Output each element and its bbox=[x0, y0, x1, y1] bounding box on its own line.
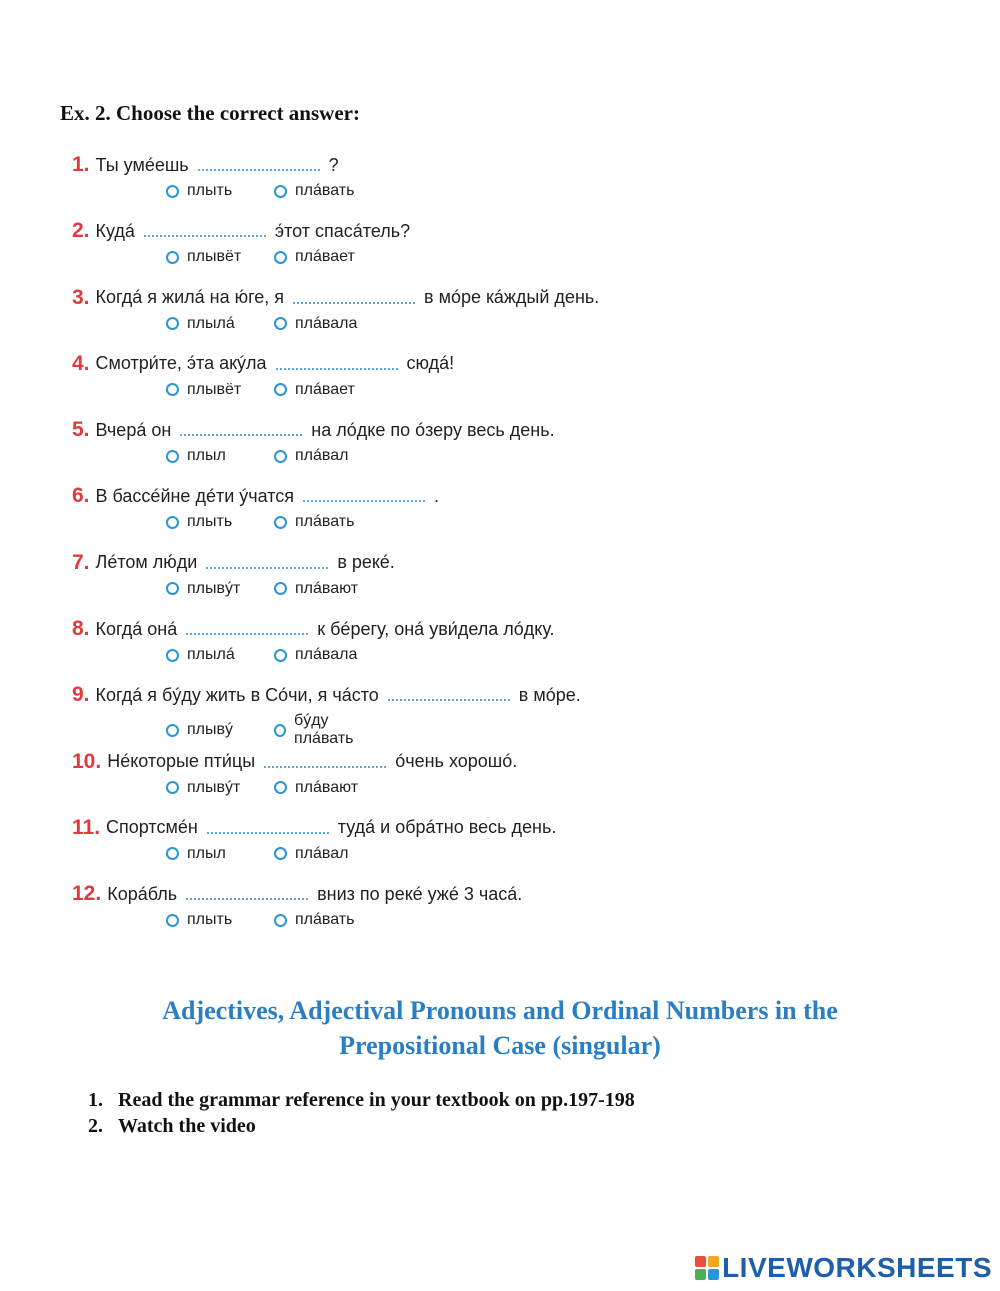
radio-button-icon[interactable] bbox=[166, 317, 179, 330]
option-label: плáвать bbox=[295, 911, 355, 929]
answer-option[interactable] bbox=[274, 646, 382, 664]
option-label: плáвает bbox=[295, 380, 355, 398]
option-label: плылá bbox=[187, 646, 235, 664]
question-12 bbox=[72, 879, 772, 945]
answer-option[interactable] bbox=[274, 513, 382, 531]
answer-option[interactable] bbox=[166, 911, 274, 929]
radio-button-icon[interactable] bbox=[274, 516, 287, 529]
option-label: плáвал bbox=[295, 844, 349, 862]
question-3 bbox=[72, 283, 772, 349]
option-label: плыть bbox=[187, 182, 233, 199]
question-line bbox=[72, 150, 339, 180]
question-4 bbox=[72, 349, 772, 415]
answer-options bbox=[166, 315, 382, 333]
answer-blank[interactable] bbox=[207, 828, 329, 834]
answer-options bbox=[166, 513, 382, 531]
question-line bbox=[72, 747, 517, 777]
question-text-after: óчень хорошó. bbox=[395, 751, 518, 772]
option-label: плáвают bbox=[295, 778, 359, 796]
question-6 bbox=[72, 481, 772, 547]
question-text-after: к бéрегу, онá уви́дела лóдку. bbox=[317, 618, 555, 639]
radio-button-icon[interactable] bbox=[274, 450, 287, 463]
question-number: 11. bbox=[72, 815, 101, 839]
answer-option[interactable] bbox=[166, 182, 274, 200]
answer-option[interactable] bbox=[274, 447, 382, 465]
radio-button-icon[interactable] bbox=[274, 649, 287, 662]
instruction-item bbox=[88, 1113, 635, 1139]
radio-button-icon[interactable] bbox=[274, 914, 287, 927]
option-label: плывёт bbox=[187, 380, 242, 398]
question-line bbox=[72, 548, 395, 578]
radio-button-icon[interactable] bbox=[166, 582, 179, 595]
question-text-before: Ты умéешь bbox=[95, 154, 189, 175]
question-text-before: Корáбль bbox=[107, 883, 178, 904]
answer-option[interactable] bbox=[166, 513, 274, 531]
instruction-number: 1. bbox=[88, 1089, 103, 1111]
answer-option[interactable] bbox=[166, 712, 274, 748]
question-line bbox=[72, 216, 410, 246]
radio-button-icon[interactable] bbox=[274, 185, 287, 198]
option-label: плáвал bbox=[295, 447, 349, 465]
question-number: 3. bbox=[72, 285, 90, 309]
question-number: 10. bbox=[72, 749, 102, 773]
answer-options bbox=[166, 447, 382, 465]
logo-block-i bbox=[708, 1256, 719, 1267]
question-text-after: вниз по рекé ужé 3 часá. bbox=[317, 883, 523, 904]
radio-button-icon[interactable] bbox=[166, 516, 179, 529]
answer-options bbox=[166, 182, 382, 200]
question-line bbox=[72, 349, 454, 379]
radio-button-icon[interactable] bbox=[166, 450, 179, 463]
answer-blank[interactable] bbox=[144, 231, 266, 237]
logo-block-l bbox=[695, 1256, 706, 1267]
option-label: плыть bbox=[187, 911, 233, 929]
instruction-text: Read the grammar reference in your textbook on pp.197-198 bbox=[118, 1089, 635, 1111]
question-number: 5. bbox=[72, 418, 90, 442]
option-label: плыл bbox=[187, 447, 226, 465]
answer-options bbox=[166, 646, 382, 664]
answer-blank[interactable] bbox=[186, 629, 308, 635]
logo-block-v bbox=[695, 1269, 706, 1280]
question-9 bbox=[72, 680, 772, 746]
answer-options bbox=[166, 911, 382, 929]
question-text-before: В бассéйне дéти ýчатся bbox=[95, 485, 295, 506]
question-number: 6. bbox=[72, 484, 90, 508]
question-5 bbox=[72, 415, 772, 481]
option-label: плыл bbox=[187, 844, 226, 862]
question-line bbox=[72, 481, 439, 511]
answer-option[interactable] bbox=[166, 381, 274, 399]
question-text-after: на лóдке по óзеру весь день. bbox=[311, 419, 555, 440]
question-text-after: в мóре кáждый день. bbox=[424, 287, 600, 308]
radio-button-icon[interactable] bbox=[274, 317, 287, 330]
answer-options bbox=[166, 779, 382, 797]
section-title-line-2: Prepositional Case (singular) bbox=[339, 1031, 661, 1060]
radio-button-icon[interactable] bbox=[274, 847, 287, 860]
question-text-before: Спортсмéн bbox=[106, 817, 198, 838]
answer-option[interactable] bbox=[274, 845, 382, 863]
radio-button-icon[interactable] bbox=[274, 251, 287, 264]
question-number: 12. bbox=[72, 882, 102, 906]
question-text-before: Когдá онá bbox=[95, 618, 178, 639]
option-label: бýду плáвать bbox=[294, 712, 354, 748]
question-line bbox=[72, 879, 522, 909]
question-8 bbox=[72, 614, 772, 680]
logo-block-e bbox=[708, 1269, 719, 1280]
answer-option[interactable] bbox=[166, 248, 274, 266]
answer-options bbox=[166, 381, 382, 399]
answer-option[interactable] bbox=[274, 248, 382, 266]
question-text-before: Нéкоторые пти́цы bbox=[107, 751, 256, 772]
radio-button-icon[interactable] bbox=[166, 251, 179, 264]
answer-option[interactable] bbox=[166, 315, 274, 333]
question-11 bbox=[72, 813, 772, 879]
brand-name: LIVEWORKSHEETS bbox=[722, 1252, 992, 1283]
option-label: плáвать bbox=[295, 513, 355, 531]
question-text-after: тудá и обрáтно весь день. bbox=[337, 817, 557, 838]
answer-blank[interactable] bbox=[186, 894, 308, 900]
radio-button-icon[interactable] bbox=[274, 383, 287, 396]
answer-option[interactable] bbox=[274, 315, 382, 333]
question-text-after: сюдá! bbox=[406, 353, 455, 374]
question-line bbox=[72, 415, 555, 445]
question-number: 1. bbox=[72, 153, 90, 176]
question-line bbox=[72, 614, 555, 644]
answer-option[interactable] bbox=[166, 646, 274, 664]
option-label: плывýт bbox=[187, 579, 241, 597]
answer-option[interactable] bbox=[274, 712, 382, 748]
radio-button-icon[interactable] bbox=[166, 914, 179, 927]
radio-button-icon[interactable] bbox=[166, 847, 179, 860]
section-title bbox=[0, 993, 1000, 1063]
answer-blank[interactable] bbox=[206, 563, 328, 569]
answer-options bbox=[166, 712, 382, 748]
question-text-after: в рекé. bbox=[337, 552, 395, 573]
answer-blank[interactable] bbox=[388, 695, 510, 701]
radio-button-icon[interactable] bbox=[166, 185, 179, 198]
answer-options bbox=[166, 248, 382, 266]
question-number: 4. bbox=[72, 351, 90, 375]
question-text-after: в мóре. bbox=[518, 684, 581, 705]
option-label: плывý bbox=[187, 721, 233, 739]
answer-blank[interactable] bbox=[303, 496, 425, 502]
answer-option[interactable] bbox=[274, 182, 382, 200]
option-label: плáвать bbox=[295, 182, 355, 199]
question-line bbox=[72, 680, 581, 710]
option-label: плáвала bbox=[295, 646, 358, 664]
answer-option[interactable] bbox=[166, 580, 274, 598]
instruction-item bbox=[88, 1087, 635, 1113]
answer-option[interactable] bbox=[274, 580, 382, 598]
question-list bbox=[72, 150, 772, 946]
answer-option[interactable] bbox=[274, 911, 382, 929]
answer-option[interactable] bbox=[166, 447, 274, 465]
question-text-after: . bbox=[434, 485, 440, 506]
radio-button-icon[interactable] bbox=[166, 383, 179, 396]
instruction-number: 2. bbox=[88, 1115, 103, 1137]
radio-button-icon[interactable] bbox=[166, 781, 179, 794]
option-label: плывёт bbox=[187, 248, 242, 266]
question-text-before: Когдá я жилá на ю́ге, я bbox=[95, 287, 285, 308]
radio-button-icon[interactable] bbox=[274, 781, 287, 794]
question-10 bbox=[72, 747, 772, 813]
option-label: плыть bbox=[187, 513, 233, 531]
section-title-line-1: Adjectives, Adjectival Pronouns and Ordinal Numbers in the bbox=[162, 996, 838, 1025]
radio-button-icon[interactable] bbox=[166, 724, 179, 737]
question-text-before: Кудá bbox=[95, 220, 135, 241]
instruction-list bbox=[88, 1087, 635, 1139]
answer-option[interactable] bbox=[274, 779, 382, 797]
answer-option[interactable] bbox=[166, 779, 274, 797]
question-1 bbox=[72, 150, 772, 216]
question-7 bbox=[72, 548, 772, 614]
question-number: 8. bbox=[72, 617, 90, 641]
question-line bbox=[72, 283, 599, 313]
option-label: плáвала bbox=[295, 314, 358, 332]
radio-button-icon[interactable] bbox=[274, 582, 287, 595]
question-text-before: Вчерá он bbox=[95, 419, 172, 440]
option-label: плылá bbox=[187, 314, 235, 332]
answer-blank[interactable] bbox=[276, 364, 398, 370]
exercise-title: Ex. 2. Choose the correct answer: bbox=[60, 101, 360, 125]
option-label: плáвает bbox=[295, 248, 355, 266]
liveworksheets-logo bbox=[695, 1252, 992, 1284]
radio-button-icon[interactable] bbox=[274, 724, 286, 737]
question-text-after: ? bbox=[328, 154, 339, 175]
question-text-after: э́тот спасáтель? bbox=[274, 220, 411, 241]
question-number: 2. bbox=[72, 219, 90, 243]
question-line bbox=[72, 813, 556, 843]
answer-options bbox=[166, 845, 382, 863]
answer-blank[interactable] bbox=[264, 762, 386, 768]
question-number: 7. bbox=[72, 550, 90, 574]
option-label: плáвают bbox=[295, 579, 359, 597]
question-text-before: Когдá я бýду жить в Сóчи, я чáсто bbox=[95, 684, 379, 705]
answer-option[interactable] bbox=[274, 381, 382, 399]
answer-options bbox=[166, 580, 382, 598]
answer-blank[interactable] bbox=[180, 430, 302, 436]
radio-button-icon[interactable] bbox=[166, 649, 179, 662]
option-label: плывýт bbox=[187, 778, 241, 796]
question-2 bbox=[72, 216, 772, 282]
answer-option[interactable] bbox=[166, 845, 274, 863]
question-number: 9. bbox=[72, 683, 90, 707]
answer-blank[interactable] bbox=[293, 298, 415, 304]
question-text-before: Лéтом лю́ди bbox=[95, 552, 198, 573]
instruction-text: Watch the video bbox=[118, 1115, 256, 1137]
logo-blocks-icon bbox=[695, 1256, 719, 1280]
question-text-before: Смотри́те, э́та акýла bbox=[95, 353, 267, 374]
answer-blank[interactable] bbox=[198, 165, 320, 171]
